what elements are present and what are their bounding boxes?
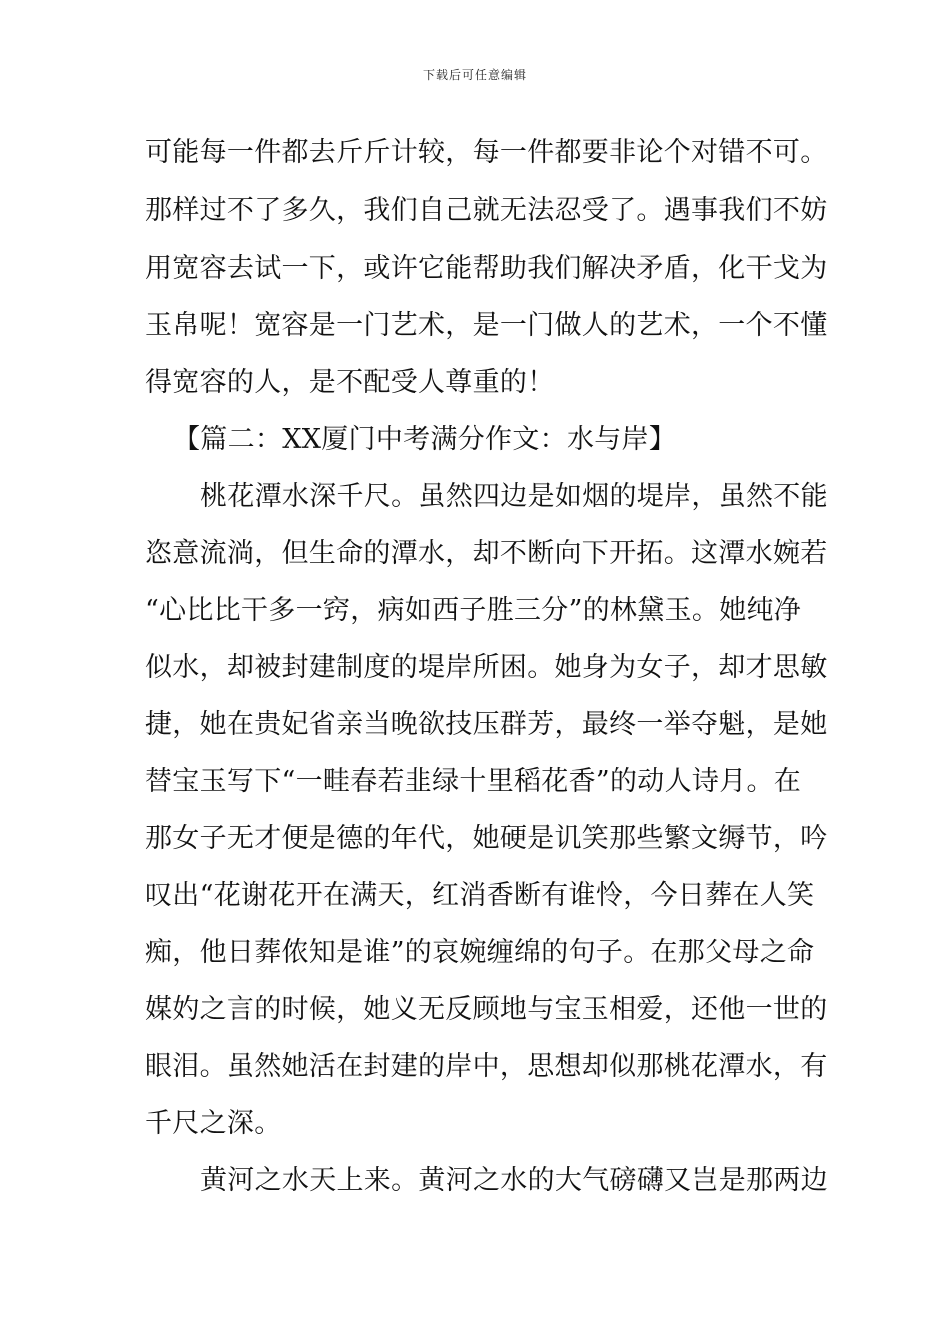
body-line: “心比比干多一窍，病如西子胜三分”的林黛玉。她纯净 [145,595,802,626]
body-line: 桃花潭水深千尺。虽然四边是如烟的堤岸，虽然不能 [200,481,828,512]
body-line: 那样过不了多久，我们自己就无法忍受了。遇事我们不妨 [145,195,828,226]
body-line: 恣意流淌，但生命的潭水，却不断向下开拓。这潭水婉若 [145,538,828,569]
body-line: 那女子无才便是德的年代，她硬是讥笑那些繁文缛节，吟 [145,823,828,854]
body-line: 眼泪。虽然她活在封建的岸中，思想却似那桃花潭水，有 [145,1051,828,1082]
body-line: 得宽容的人，是不配受人尊重的！ [145,367,555,398]
body-line: 可能每一件都去斤斤计较，每一件都要非论个对错不可。 [145,137,828,168]
body-line: 用宽容去试一下，或许它能帮助我们解决矛盾，化干戈为 [145,253,828,284]
body-line: 叹出“花谢花开在满天，红消香断有谁怜，今日葬在人笑 [145,880,815,911]
body-line: 玉帛呢！宽容是一门艺术，是一门做人的艺术，一个不懂 [145,310,828,341]
body-line: 捷，她在贵妃省亲当晚欲技压群芳，最终一举夺魁，是她 [145,709,828,740]
body-line: 千尺之深。 [145,1108,282,1139]
body-line: 媒妁之言的时候，她义无反顾地与宝玉相爱，还他一世的 [145,994,828,1025]
body-line: 替宝玉写下“一畦春若韭绿十里稻花香”的动人诗月。在 [145,766,802,797]
page-header: 下载后可任意编辑 [422,68,527,82]
body-line: 似水，却被封建制度的堤岸所困。她身为女子，却才思敏 [145,652,828,683]
body-line: 黄河之水天上来。黄河之水的大气磅礴又岂是那两边 [200,1165,828,1196]
body-line: 痴，他日葬侬知是谁”的哀婉缠绵的句子。在那父母之命 [145,937,815,968]
section-heading: 【篇二：XX厦门中考满分作文：水与岸】 [173,424,677,455]
